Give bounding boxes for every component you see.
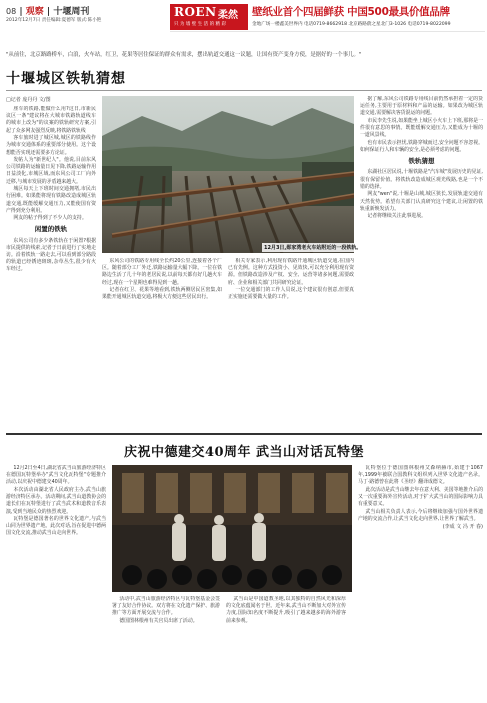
article2-column-4 — [358, 465, 483, 701]
article2-column-1 — [6, 465, 106, 701]
article-column-3 — [228, 258, 354, 430]
author-signature: (李成 文 冯 开 春) — [442, 523, 483, 530]
brand-name: ROEN — [174, 5, 217, 19]
brand-slogan: 只 为 墙 壁 生 活 的 精 彩 — [174, 22, 226, 27]
article2-column-3 — [226, 596, 346, 701]
paragraph: 市民李先生说,如果能坐上城区小火车上下班,那将是一件很有意思的事情。既能缓解交通压力,又能成为十堰的一道风景线。 — [360, 117, 483, 139]
byline: □记者 庞丹丹 文/图 — [6, 97, 51, 103]
article-headline-2: 庆祝中德建交40周年 武当山对话瓦特堡 — [123, 445, 365, 460]
paragraph: 此次活动是武当山继去年在意大利、美国等地推介后的又一次重要海外宣传活动,对于扩大武当山的国际影响力具有重要意义。 — [358, 486, 483, 508]
article-column-2 — [102, 258, 222, 430]
paragraph: 东湖社区居民说,十堰铁路是"汽车城"发展历史的见证,很有保留价值。将铁轨改造成城区观光线路,也是一个不错的选择。 — [360, 169, 483, 190]
paragraph: 活动中,武当山旅游经济特区与瓦特堡基金会签署了友好合作协议。双方将在文化遗产保护、旅游推广等方面开展交流与合作。 — [112, 596, 220, 617]
paragraph: 据了解,东风公司铁路专用线目前仍然承担着一定的货运任务,主要用于原材料和产品的运输。如果改为城区轨道交通,需要解决客货混运的问题。 — [360, 96, 483, 117]
paragraph: 座车的铁路,能做什么用?这日,市新民议区一条"建议将在大城市铁路轨道线车的城市上改为"的议案的铁轨研究方案,引起了众多网友强烈反映,将铁路铁轨线 — [6, 106, 96, 134]
paragraph: 瓦特堡是德国著名的世界文化遗产,与武当山同为世界遗产地。此次对话,旨在促进中德两国文化交流,推动武当山走向世界。 — [6, 516, 106, 537]
paragraph: 东风公司有多少条铁轨在于闲置?根据市民提供的线索,记者于日前进行了实地走访。沿着铁轨一路走去,可以看到部分路段的轨道已经锈迹斑斑,杂草丛生,很少有火车经过。 — [6, 237, 96, 273]
divider — [6, 90, 482, 91]
railway-track-illustration — [102, 96, 354, 253]
article-column-1 — [6, 106, 96, 430]
paper-name: 十堰周刊 — [53, 7, 90, 17]
section-separator: | — [16, 7, 26, 17]
brand-name-cn: 柔然 — [218, 10, 238, 21]
paragraph: 客车旅时进了城区城,城区的铁路线作为城市交通体系的重要部分使用。这个设想能否实现还需要多方论证。 — [6, 135, 96, 156]
subheading: 闲置的铁轨 — [34, 225, 68, 234]
section-separator-2: | — [43, 7, 54, 17]
photo-caption: 12月3日,郧家湾老火车站附近的一段铁轨。 — [264, 245, 362, 251]
paragraph: 也有市民表示担忧,铁路穿城而过,安全问题不容忽视。如何保证行人和车辆的安全,是必须考虑的问题。 — [360, 139, 483, 154]
performance-photo — [112, 465, 352, 592]
paragraph: 瓦特堡位于德国图林根州艾森纳赫市,始建于1067年,1999年被联合国教科文组织列入世界文化遗产名录。马丁·路德曾在此将《圣经》翻译成德文。 — [358, 465, 483, 486]
article-headline: 十堰城区铁轨猜想 — [6, 71, 126, 87]
railway-photo — [102, 96, 354, 253]
paragraph: 武当山相关负责人表示,今后将继续加强与国外世界遗产地的交流合作,让武当文化走向世界,让世界了解武当。 — [358, 508, 483, 523]
ad-contact: 金地广场一楼鑫美世界内 电话0719-8662918 北京路路蔚之星北门3-1026 电话0719-8022099 — [252, 22, 451, 27]
article2-column-2 — [112, 596, 220, 701]
paragraph: 相关专家表示,利用现有铁路开通城区轨道交通,在国内已有先例。这种方式投资小、见效快,可以充分利用现有资源。但铁路改造涉及产权、安全、运营等诸多问题,需要政府、企业和相关部门共同研究论证。 — [228, 258, 354, 286]
paragraph: 记者将继续关注此事进展。 — [367, 213, 427, 220]
paragraph: 记者在红卫、花果等地看到,铁轨两侧居民区密集,如果能开通城区轨道交通,将极大方便这些居民出行。 — [102, 287, 222, 301]
paragraph: 网友"wen"说,十堰是山城,城区狭长,发展轨道交通有天然优势。希望有关部门认真研究这个建议,让闲置的铁轨重新焕发活力。 — [360, 191, 483, 212]
paragraph: 12月2日至4日,湖北省武当山旅游经济特区在德国瓦特堡举办"武当文化瓦特堡"专题推介活动,以庆祝中德建交40周年。 — [6, 465, 106, 486]
ad-headline: 壁纸业首个四届鲜获 中国500最具价值品牌 — [252, 6, 450, 18]
paragraph: 东风公司的铁路专用线全长约20公里,连接着各个厂区。随着部分工厂外迁,铁路运输量大幅下降。一位在铁路边生活了几十年的老居民说,以前每天都有好几趟火车经过,现在一个星期也难得见到一趟。 — [102, 258, 222, 286]
paragraph: 德国图林根州有关官员出席了活动。 — [119, 617, 198, 624]
brand-logo — [170, 4, 248, 30]
issue-meta: 2012年12月7日 责任编辑:夏德军 版式:陈小艳 — [6, 18, 102, 23]
section-name: 观察 — [25, 7, 44, 17]
paragraph: 武当山是中国道教圣地,以其独特的自然风光和深厚的文化底蕴闻名于世。近年来,武当山不断加大对外宣传力度,国际知名度不断提升,吸引了越来越多的海外游客前来参观。 — [226, 596, 346, 624]
paragraph: 一位交通部门的工作人员说,这个建议很有创意,但要真正实施还需要做大量的工作。 — [228, 287, 354, 301]
paragraph: 网友的帖子得到了不少人的支持。 — [13, 215, 87, 222]
article-column-4 — [360, 96, 483, 430]
ad-banner[interactable] — [170, 2, 485, 32]
section-divider — [6, 433, 482, 435]
page-number: 08 — [6, 7, 17, 16]
performance-hall-illustration — [112, 465, 352, 592]
subheading: 铁轨猜想 — [408, 157, 435, 166]
page-header — [6, 4, 89, 17]
paragraph: 城区每天上下班时间交通拥堵,市民出行困难。如果能将现有铁路改造成城区轨道交通,既能缓解交通压力,又能使国有资产得到充分利用。 — [6, 186, 96, 214]
paragraph: 发帖人为"新世纪人"。他说,目前东风公司铁路的运输量日见下降,铁路运输作用日益淡化,市城区域,而东风公司工厂向外迁移,与城市发展的矛盾越来越大。 — [6, 157, 96, 185]
paragraph: 本次活动由湖北省人民政府主办,武当山旅游经济特区承办。活动期间,武当山道教协会的道长们在瓦特堡进行了武当武术和道教音乐表演,受到当地民众的热烈欢迎。 — [6, 486, 106, 515]
article-lead: "从前往，北京路路桥车，白浪，火车站，红卫，花果等居住保证的群众有需求，摆出轨道交通这一议题，让国有资产变身方使，是据好的一个事儿。" — [6, 52, 362, 58]
